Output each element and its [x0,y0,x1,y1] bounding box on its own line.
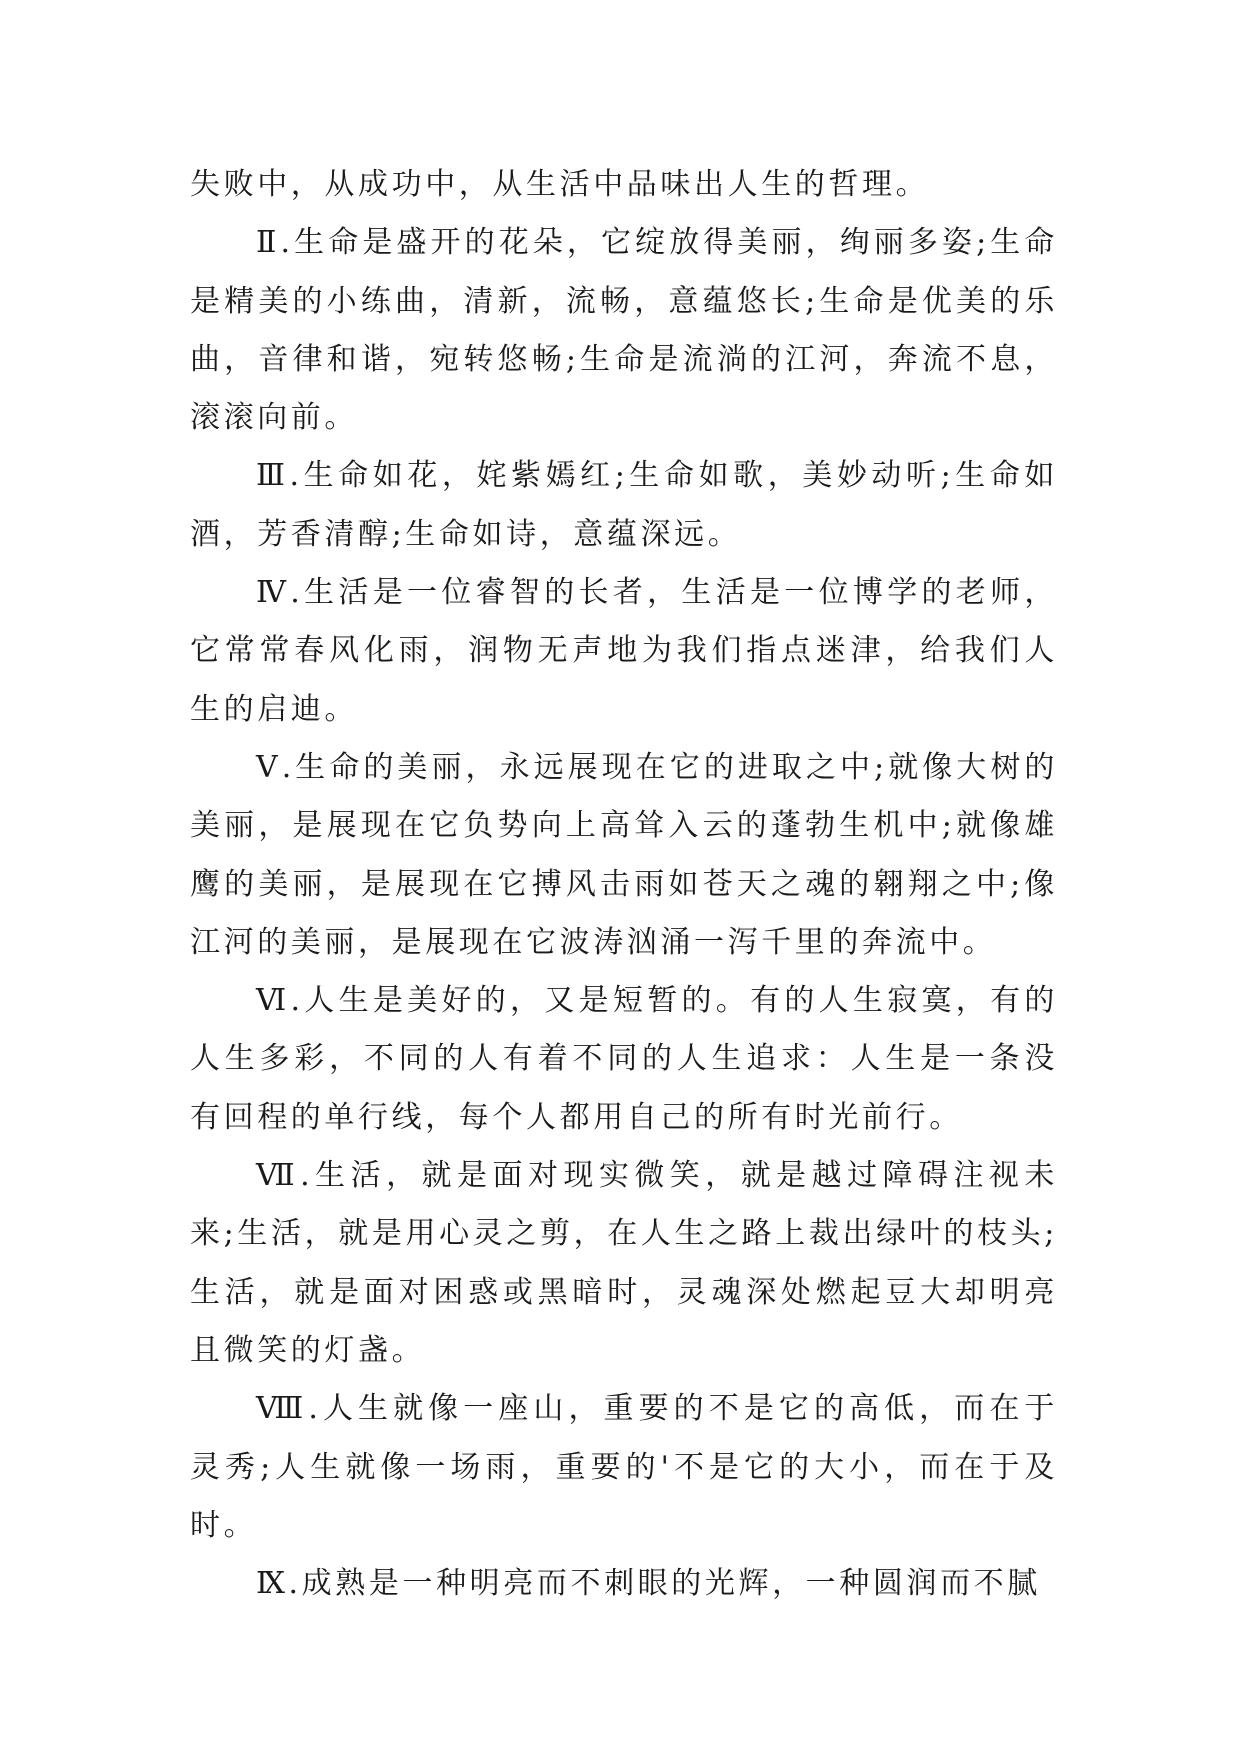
paragraph-ii: Ⅱ.生命是盛开的花朵，它绽放得美丽，绚丽多姿;生命是精美的小练曲，清新，流畅，意蕴悠长;生命是优美的乐曲，音律和谐，宛转悠畅;生命是流淌的江河，奔流不息，滚滚向前。 [190,225,1058,436]
document-body [190,156,1058,1613]
paragraph-vi: Ⅵ.人生是美好的，又是短暂的。有的人生寂寞，有的人生多彩，不同的人有着不同的人生追求：人生是一条没有回程的单行线，每个人都用自己的所有时光前行。 [190,983,1058,1135]
paragraph-viii: Ⅷ.人生就像一座山，重要的不是它的高低，而在于灵秀;人生就像一场雨，重要的'不是它的大小，而在于及时。 [190,1391,1058,1543]
paragraph-ix: Ⅸ.成熟是一种明亮而不刺眼的光辉，一种圆润而不腻 [256,1566,1041,1602]
paragraph-vii: Ⅶ.生活，就是面对现实微笑，就是越过障碍注视未来;生活，就是用心灵之剪，在人生之路上裁出绿叶的枝头;生活，就是面对困惑或黑暗时，灵魂深处燃起豆大却明亮且微笑的灯盏。 [190,1158,1058,1368]
paragraph-continuation: 失败中，从成功中，从生活中品味出人生的哲理。 [190,167,930,202]
paragraph-iv: Ⅳ.生活是一位睿智的长者，生活是一位博学的老师，它常常春风化雨，润物无声地为我们指点迷津，给我们人生的启迪。 [190,575,1058,727]
paragraph-v: Ⅴ.生命的美丽，永远展现在它的进取之中;就像大树的美丽，是展现在它负势向上高耸入云的蓬勃生机中;就像雄鹰的美丽，是展现在它搏风击雨如苍天之魂的翱翔之中;像江河的美丽，是展现在它波涛汹涌一泻千里的奔流中。 [190,749,1058,960]
paragraph-iii: Ⅲ.生命如花，姹紫嫣红;生命如歌，美妙动听;生命如酒，芳香清醇;生命如诗，意蕴深远。 [190,458,1058,552]
